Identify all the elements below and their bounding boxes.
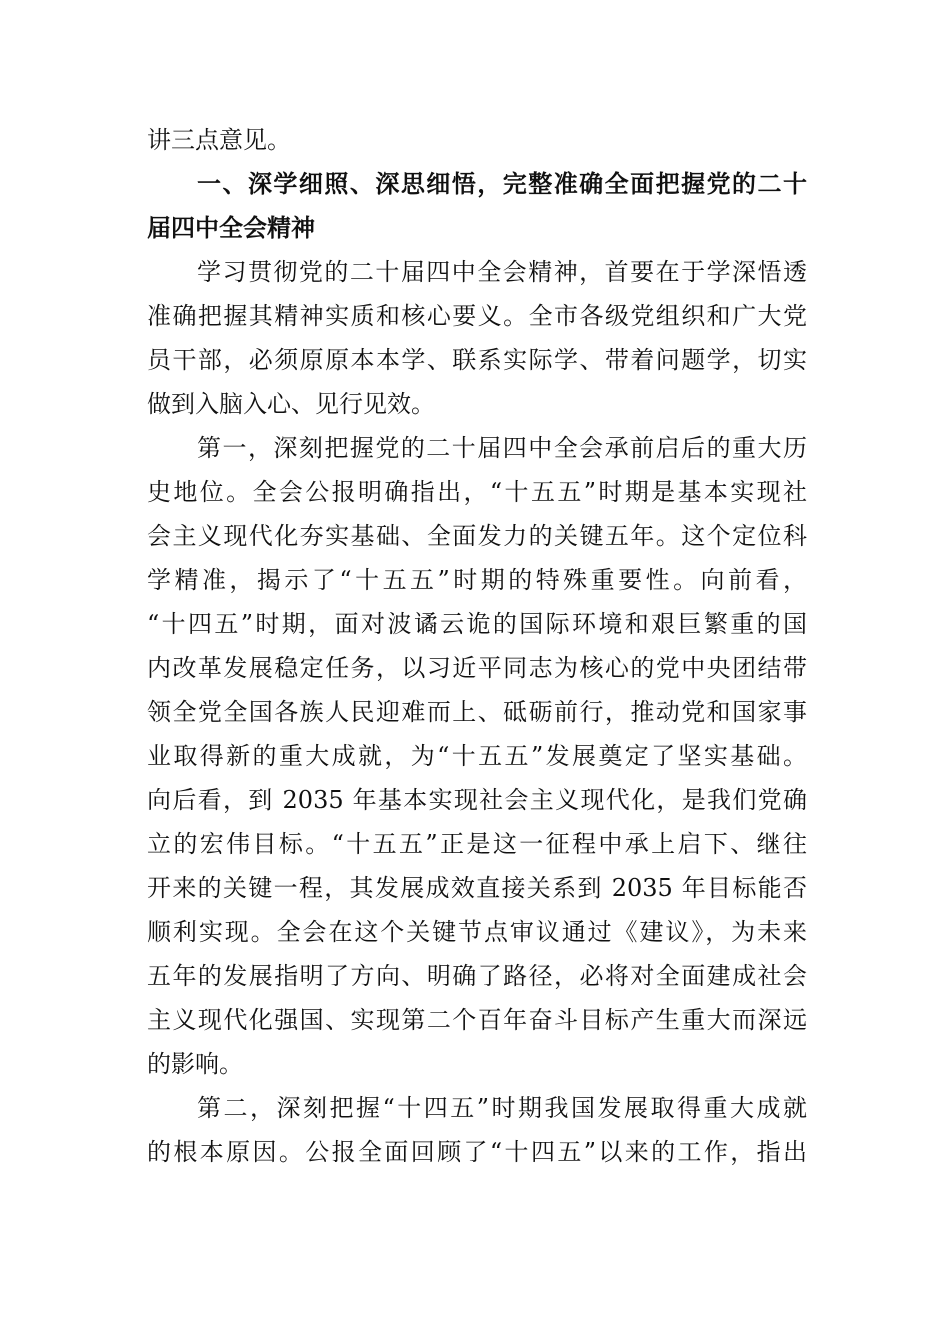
text-line: 会主义现代化夯实基础、全面发力的关键五年。这个定位科	[147, 522, 807, 550]
text-line: 向后看，到 2035 年基本实现社会主义现代化，是我们党确	[147, 786, 807, 814]
text-line: 业取得新的重大成就，为“十五五”发展奠定了坚实基础。	[147, 742, 807, 770]
text-line: 第一，深刻把握党的二十届四中全会承前启后的重大历	[197, 434, 807, 462]
document-page	[147, 118, 807, 1174]
text-line: 员干部，必须原原本本学、联系实际学、带着问题学，切实	[147, 346, 807, 374]
text-line: 的根本原因。公报全面回顾了“十四五”以来的工作，指出	[147, 1138, 807, 1166]
paragraph	[147, 1086, 807, 1174]
heading-line: 一、深学细照、深思细悟，完整准确全面把握党的二十	[197, 170, 807, 198]
text-line: 准确把握其精神实质和核心要义。全市各级党组织和广大党	[147, 302, 807, 330]
text-line: 第二，深刻把握“十四五”时期我国发展取得重大成就	[197, 1094, 807, 1122]
heading-line: 届四中全会精神	[147, 214, 315, 242]
text-line: 领全党全国各族人民迎难而上、砥砺前行，推动党和国家事	[147, 698, 807, 726]
text-line: 主义现代化强国、实现第二个百年奋斗目标产生重大而深远	[147, 1006, 807, 1034]
text-line: 的影响。	[147, 1050, 243, 1078]
text-line: 顺利实现。全会在这个关键节点审议通过《建议》，为未来	[147, 918, 807, 946]
text-line: 内改革发展稳定任务，以习近平同志为核心的党中央团结带	[147, 654, 807, 682]
text-line: 做到入脑入心、见行见效。	[147, 390, 435, 418]
text-line: 学习贯彻党的二十届四中全会精神，首要在于学深悟透	[197, 258, 807, 286]
text-line: 史地位。全会公报明确指出，“十五五”时期是基本实现社	[147, 478, 807, 506]
paragraph	[147, 250, 807, 426]
text-line: 五年的发展指明了方向、明确了路径，必将对全面建成社会	[147, 962, 807, 990]
section-heading	[147, 162, 807, 250]
text-line: 立的宏伟目标。“十五五”正是这一征程中承上启下、继往	[147, 830, 807, 858]
paragraph	[147, 426, 807, 1086]
text-line: 开来的关键一程，其发展成效直接关系到 2035 年目标能否	[147, 874, 807, 902]
text-line: “十四五”时期，面对波谲云诡的国际环境和艰巨繁重的国	[147, 610, 807, 638]
paragraph-intro	[147, 118, 807, 162]
text-line: 讲三点意见。	[147, 126, 291, 154]
text-line: 学精准，揭示了“十五五”时期的特殊重要性。向前看，	[147, 566, 807, 594]
